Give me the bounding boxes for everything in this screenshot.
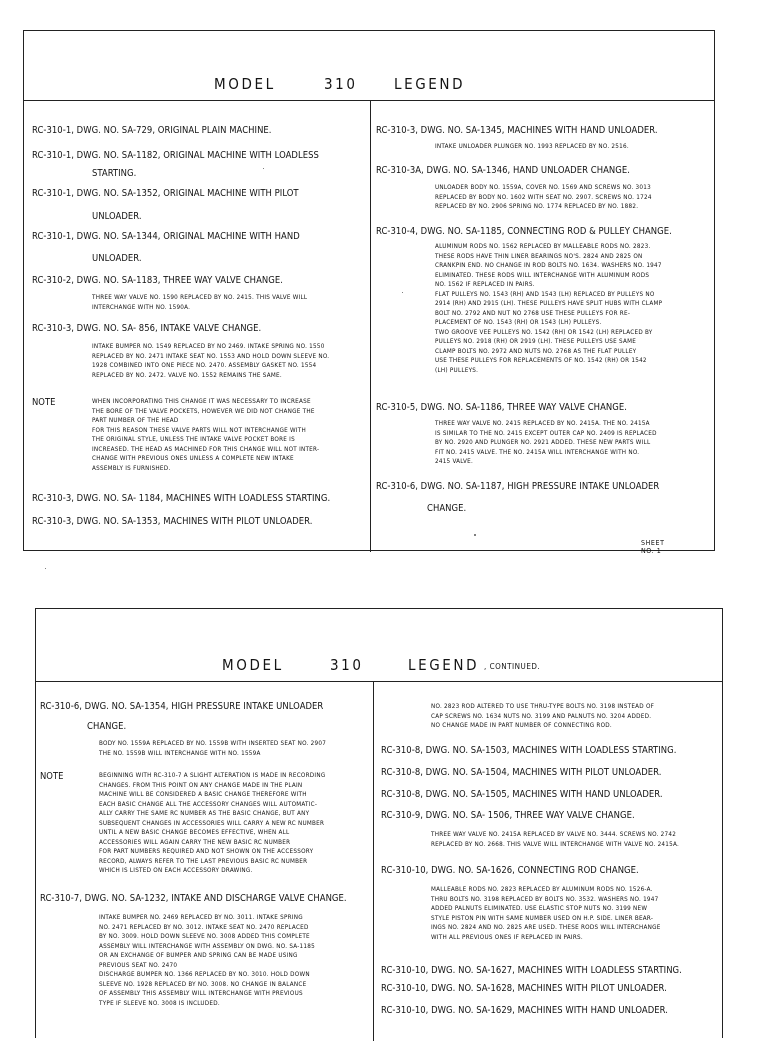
entry-heading-continuation: UNLOADER.: [92, 211, 142, 222]
entry-heading: RC-310-10, DWG. NO. SA-1629, MACHINES WITH HAND UNLOADER.: [381, 1005, 668, 1016]
entry-heading-continuation: CHANGE.: [427, 503, 467, 514]
entry-heading: RC-310-8, DWG. NO. SA-1505, MACHINES WITH HAND UNLOADER.: [381, 789, 663, 800]
sheet-2-title-number: 310: [330, 656, 364, 674]
entry-heading: RC-310-8, DWG. NO. SA-1503, MACHINES WITH LOADLESS STARTING.: [381, 745, 677, 756]
sheet-2-column-divider: [373, 681, 374, 1041]
sheet-1-column-divider: [370, 100, 371, 552]
entry-heading: RC-310-10, DWG. NO. SA-1627, MACHINES WITH LOADLESS STARTING.: [381, 965, 682, 976]
sheet-1-title-model: MODEL: [214, 75, 276, 93]
entry-heading: RC-310-1, DWG. NO. SA-729, ORIGINAL PLAIN MACHINE.: [32, 125, 272, 136]
entry-heading: RC-310-1, DWG. NO. SA-1182, ORIGINAL MACHINE WITH LOADLESS: [32, 150, 319, 161]
note-label: NOTE: [40, 771, 64, 782]
sheet-2-title-continued: , CONTINUED.: [484, 662, 541, 671]
entry-note: BODY NO. 1559A REPLACED BY NO. 1559B WITH INSERTED SEAT NO. 2907 THE NO. 1559B WILL INTERCHANGE WITH NO. 1559A: [99, 740, 327, 757]
entry-heading: RC-310-8, DWG. NO. SA-1504, MACHINES WITH PILOT UNLOADER.: [381, 767, 662, 778]
entry-heading-continuation: CHANGE.: [87, 721, 127, 732]
entry-note: INTAKE BUMPER NO. 2469 REPLACED BY NO. 3011. INTAKE SPRING NO. 2471 REPLACED BY NO. 3012. INTAKE SEAT NO. 2470 REPLACED BY NO. 3009. HOLD DOWN SLEEVE NO. 3008 ADDED THIS COMPLETE ASSEMBLY WILL INTERCHANGE WITH ASSEMBLY ON DWG. NO. SA-1185 OR AN EXCHANGE OF BUMPER AND SPRING CAN BE MADE USING PREVIOUS SEAT NO. 2470 DISCHARGE BUMPER NO. 1366 REPLACED BY NO. 3010. HOLD DOWN SLEEVE NO. 1928 REPLACED BY NO. 3008. NO CHANGE IN BALANCE OF ASSEMBLY THIS ASSEMBLY WILL INTERCHANGE WITH PREVIOUS TYPE IF SLEEVE NO. 3008 IS INCLUDED.: [99, 914, 315, 1007]
entry-heading: RC-310-10, DWG. NO. SA-1628, MACHINES WITH PILOT UNLOADER.: [381, 983, 667, 994]
entry-heading: RC-310-6, DWG. NO. SA-1354, HIGH PRESSURE INTAKE UNLOADER: [40, 701, 324, 712]
entry-note: THREE WAY VALVE NO. 1590 REPLACED BY NO. 2415. THIS VALVE WILL INTERCHANGE WITH NO. 1590A.: [92, 294, 308, 311]
entry-heading: RC-310-1, DWG. NO. SA-1344, ORIGINAL MACHINE WITH HAND: [32, 231, 300, 242]
legend-sheet-1: [23, 30, 715, 555]
entry-heading: RC-310-2, DWG. NO. SA-1183, THREE WAY VALVE CHANGE.: [32, 275, 283, 286]
sheet-1-title-number: 310: [324, 75, 358, 93]
scan-speck: [45, 568, 46, 569]
sheet-1-title-legend: LEGEND: [394, 75, 466, 93]
entry-heading: RC-310-3, DWG. NO. SA- 1184, MACHINES WITH LOADLESS STARTING.: [32, 493, 331, 504]
sheet-number: SHEET NO. 1: [641, 539, 665, 555]
sheet-2-title-model: MODEL: [222, 656, 284, 674]
entry-heading: RC-310-10, DWG. NO. SA-1626, CONNECTING ROD CHANGE.: [381, 865, 639, 876]
entry-heading: RC-310-1, DWG. NO. SA-1352, ORIGINAL MACHINE WITH PILOT: [32, 188, 299, 199]
scan-speck: [402, 292, 403, 293]
entry-heading: RC-310-3, DWG. NO. SA- 856, INTAKE VALVE CHANGE.: [32, 323, 262, 334]
entry-heading: RC-310-3, DWG. NO. SA-1353, MACHINES WITH PILOT UNLOADER.: [32, 516, 313, 527]
entry-note: ALUMINUM RODS NO. 1562 REPLACED BY MALLEABLE RODS NO. 2823. THESE RODS HAVE THIN LINER BEARINGS NO'S. 2824 AND 2825 ON CRANKPIN END. NO CHANGE IN ROD BOLTS NO. 1634. WASHERS NO. 1947 ELIMINATED. THESE RODS WILL INTERCHANGE WITH ALUMINUM RODS NO. 1562 IF REPLACED IN PAIRS. FLAT PULLEYS NO. 1543 (RH) AND 1543 (LH) REPLACED BY PULLEYS NO 2914 (RH) AND 2915 (LH). THESE PULLEYS HAVE SPLIT HUBS WITH CLAMP BOLT NO. 2792 AND NUT NO 2768 USE THESE PULLEYS FOR RE- PLACEMENT OF NO. 1543 (RH) OR 1543 (LH) PULLEYS. TWO GROOVE VEE PULLEYS NO. 1542 (RH) OR 1542 (LH) REPLACED BY PULLEYS NO. 2918 (RH) OR 2919 (LH). THESE PULLEYS USE SAME CLAMP BOLTS NO. 2972 AND NUTS NO. 2768 AS THE FLAT PULLEY USE THESE PULLEYS FOR REPLACEMENTS OF NO. 1542 (RH) OR 1542 (LH) PULLEYS.: [435, 243, 663, 374]
entry-heading-continuation: UNLOADER.: [92, 253, 142, 264]
sheet-1-header: [24, 31, 714, 101]
entry-heading: RC-310-6, DWG. NO. SA-1187, HIGH PRESSURE INTAKE UNLOADER: [376, 481, 660, 492]
entry-note: INTAKE BUMPER NO. 1549 REPLACED BY NO 2469. INTAKE SPRING NO. 1550 REPLACED BY NO. 2471 INTAKE SEAT NO. 1553 AND HOLD DOWN SLEEVE NO. 1928 COMBINED INTO ONE PIECE NO. 2470. ASSEMBLY GASKET NO. 1554 REPLACED BY NO. 2472. VALVE NO. 1552 REMAINS THE SAME.: [92, 343, 330, 379]
entry-note: THREE WAY VALVE NO. 2415 REPLACED BY NO. 2415A. THE NO. 2415A IS SIMILAR TO THE NO. 2415 EXCEPT OUTER CAP NO. 2409 IS REPLACED BY NO. 2920 AND PLUNGER NO. 2921 ADDED. THESE NEW PARTS WILL FIT NO. 2415 VALVE. THE NO. 2415A WILL INTERCHANGE WITH NO. 2415 VALVE.: [435, 420, 657, 465]
entry-note: UNLOADER BODY NO. 1559A, COVER NO. 1569 AND SCREWS NO. 3013 REPLACED BY BODY NO. 1602 WITH SEAT NO. 2907. SCREWS NO. 1724 REPLACED BY NO. 2906 SPRING NO. 1774 REPLACED BY NO. 1882.: [435, 184, 652, 210]
entry-note: THREE WAY VALVE NO. 2415A REPLACED BY VALVE NO. 3444. SCREWS NO. 2742 REPLACED BY NO. 2668. THIS VALVE WILL INTERCHANGE WITH VALVE NO. 2415A.: [431, 831, 680, 848]
entry-note: NO. 2823 ROD ALTERED TO USE THRU-TYPE BOLTS NO. 3198 INSTEAD OF CAP SCREWS NO. 1634 NUTS NO. 3199 AND PALNUTS NO. 3204 ADDED. NO CHANGE MADE IN PART NUMBER OF CONNECTING ROD.: [431, 703, 655, 729]
entry-heading: RC-310-3A, DWG. NO. SA-1346, HAND UNLOADER CHANGE.: [376, 165, 630, 176]
entry-heading: RC-310-9, DWG. NO. SA- 1506, THREE WAY VALVE CHANGE.: [381, 810, 635, 821]
entry-note: INTAKE UNLOADER PLUNGER NO. 1993 REPLACED BY NO. 2516.: [435, 143, 629, 150]
entry-heading-continuation: STARTING.: [92, 168, 137, 179]
entry-heading: RC-310-3, DWG. NO. SA-1345, MACHINES WITH HAND UNLOADER.: [376, 125, 658, 136]
entry-note: BEGINNING WITH RC-310-7 A SLIGHT ALTERATION IS MADE IN RECORDING CHANGES. FROM THIS POINT ON ANY CHANGE MADE IN THE PLAIN MACHINE WILL BE CONSIDERED A BASIC CHANGE THEREFORE WITH EACH BASIC CHANGE ALL THE ACCESSORY CHANGES WILL AUTOMATIC- ALLY CARRY THE SAME RC NUMBER AS THE BASIC CHANGE, BUT ANY SUBSEQUENT CHANGES IN ACCESSORIES WILL CARRY A NEW RC NUMBER UNTIL A NEW BASIC CHANGE BECOMES EFFECTIVE, WHEN ALL ACCESSORIES WILL AGAIN CARRY THE NEW BASIC RC NUMBER FOR PART NUMBERS REQUIRED AND NOT SHOWN ON THE ACCESSORY RECORD, ALWAYS REFER TO THE LAST PREVIOUS BASIC RC NUMBER WHICH IS LISTED ON EACH ACCESSORY DRAWING.: [99, 772, 326, 874]
entry-note: MALLEABLE RODS NO. 2823 REPLACED BY ALUMINUM RODS NO. 1526-A. THRU BOLTS NO. 3198 REPLACED BY BOLTS NO. 3532. WASHERS NO. 1947 ADDED PALNUTS ELIMINATED. USE ELASTIC STOP NUTS NO. 3199 NEW STYLE PISTON PIN WITH SAME NUMBER USED ON H.P. SIDE. LINER BEAR- INGS NO. 2824 AND NO. 2825 ARE USED. THESE RODS WILL INTERCHANGE WITH ALL PREVIOUS ONES IF REPLACED IN PAIRS.: [431, 886, 661, 941]
note-label: NOTE: [32, 397, 56, 408]
sheet-2-title-legend: LEGEND: [408, 656, 480, 674]
scan-speck: [474, 534, 476, 536]
sheet-2-header: [36, 609, 722, 682]
entry-heading: RC-310-7, DWG. NO. SA-1232, INTAKE AND DISCHARGE VALVE CHANGE.: [40, 893, 347, 904]
entry-heading: RC-310-4, DWG. NO. SA-1185, CONNECTING ROD & PULLEY CHANGE.: [376, 226, 672, 237]
entry-note: WHEN INCORPORATING THIS CHANGE IT WAS NECESSARY TO INCREASE THE BORE OF THE VALVE POCKETS, HOWEVER WE DID NOT CHANGE THE PART NUMBER OF THE HEAD FOR THIS REASON THESE VALVE PARTS WILL NOT INTERCHANGE WITH THE ORIGINAL STYLE, UNLESS THE INTAKE VALVE POCKET BORE IS INCREASED. THE HEAD AS MACHINED FOR THIS CHANGE WILL NOT INTER- CHANGE WITH PREVIOUS ONES UNLESS A COMPLETE NEW INTAKE ASSEMBLY IS FURNISHED.: [92, 398, 320, 472]
scan-speck: [263, 168, 264, 169]
legend-sheet-2: [35, 608, 723, 1038]
entry-heading: RC-310-5, DWG. NO. SA-1186, THREE WAY VALVE CHANGE.: [376, 402, 627, 413]
